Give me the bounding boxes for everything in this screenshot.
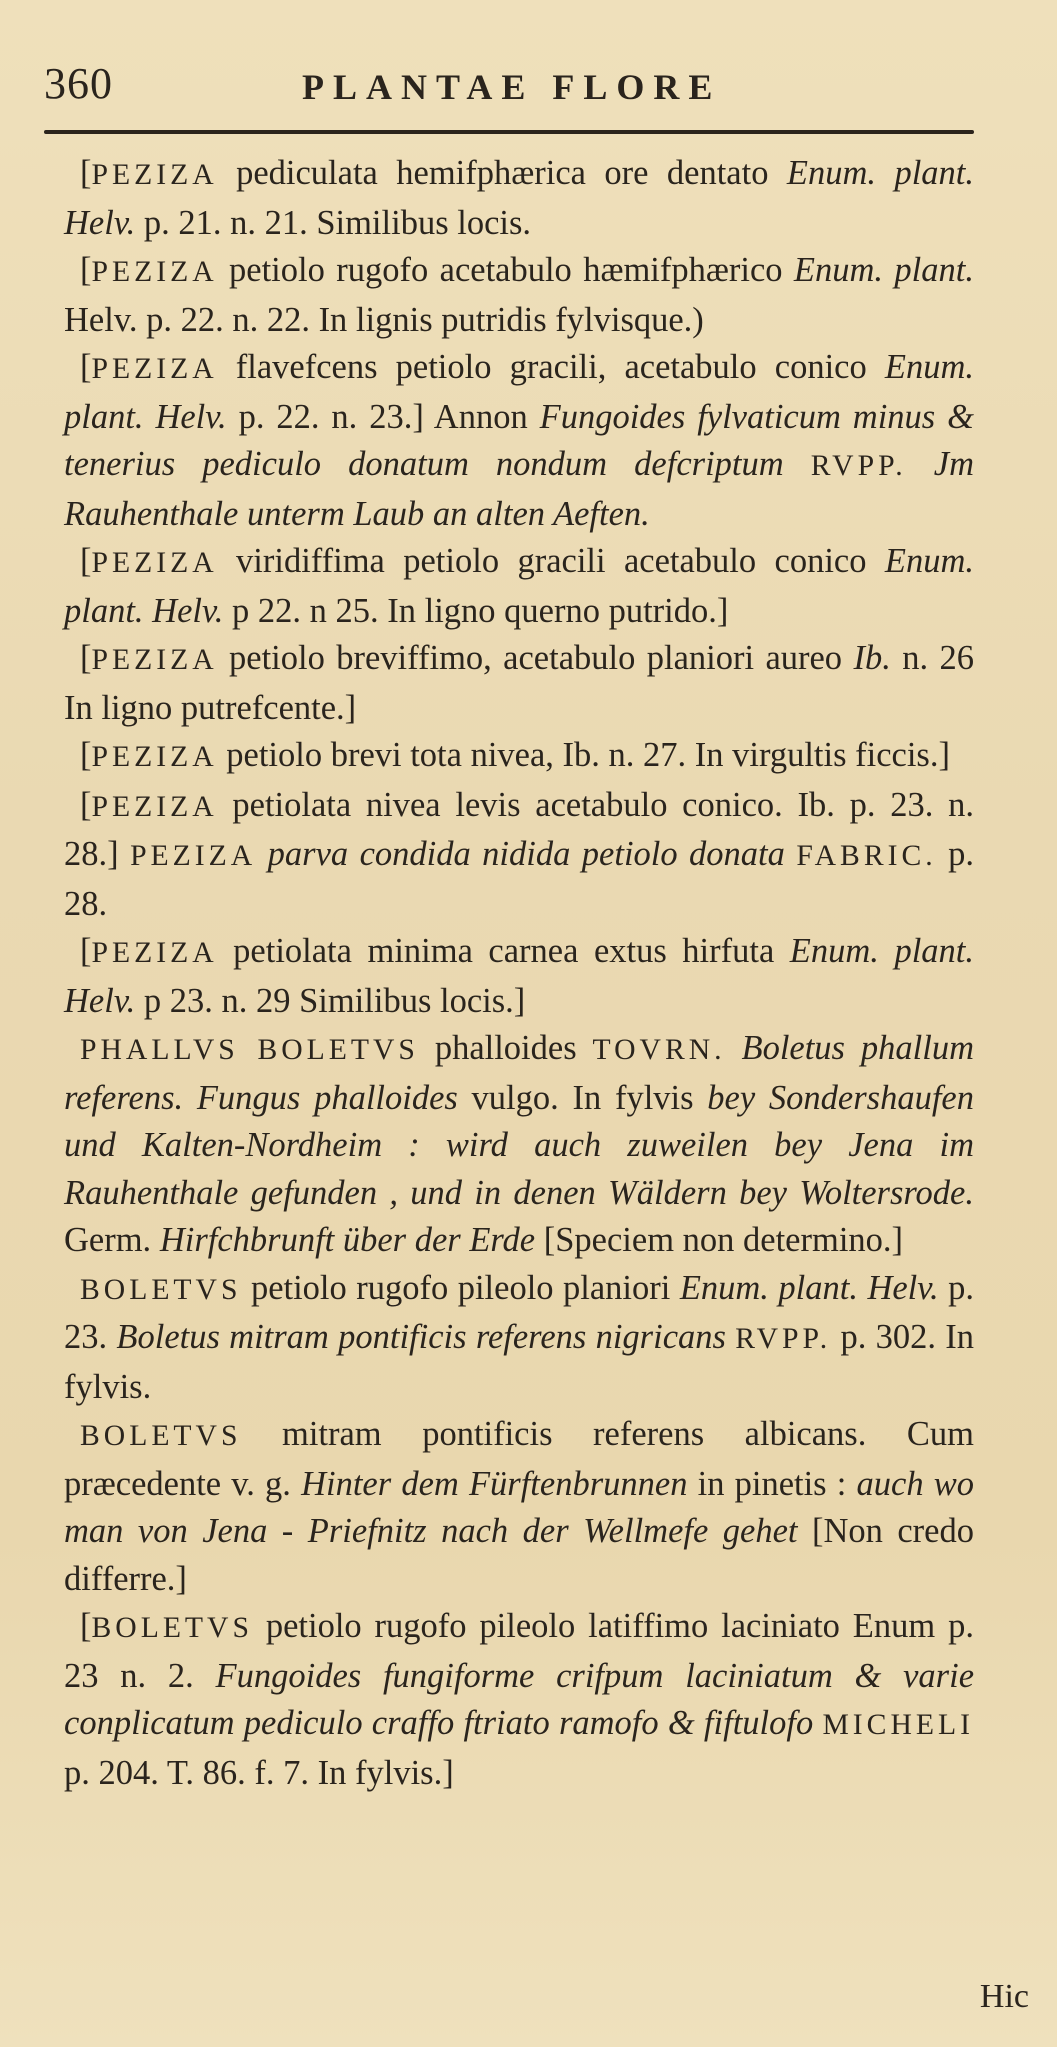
entry-paragraph <box>64 635 974 732</box>
small-caps-run: PEZIZA <box>91 256 218 288</box>
italic-run: Enum. plant. <box>793 251 974 289</box>
text-run: petiolo rugofo pileolo latiffimo laciniato Enum p. 23 n. 2. <box>64 1607 974 1695</box>
text-run: [ <box>80 542 92 580</box>
italic-run: Enum. plant. Helv. <box>64 154 974 242</box>
text-run <box>784 445 811 483</box>
entry-paragraph <box>64 928 974 1025</box>
small-caps-run: RVPP. <box>810 450 907 482</box>
small-caps-run: MICHELI <box>822 1709 974 1741</box>
small-caps-run: PEZIZA <box>91 159 218 191</box>
text-run: [ <box>80 736 92 774</box>
text-run: n. 26 In ligno putrefcente.] <box>64 639 975 727</box>
text-run <box>726 1029 742 1067</box>
italic-run: Boletus mitram pontificis referens nigricans <box>116 1318 726 1356</box>
running-title: PLANTAE FLORE <box>302 67 722 107</box>
entry-paragraph <box>64 150 974 247</box>
text-run: [Speciem non determino.] <box>535 1221 904 1259</box>
entry-paragraph <box>64 344 974 538</box>
small-caps-run: PEZIZA <box>91 937 218 969</box>
body-text <box>64 150 974 1797</box>
text-run: phalloides <box>418 1029 593 1067</box>
header-rule <box>44 130 974 134</box>
italic-run: Enum. plant. Helv. <box>679 1268 939 1307</box>
text-run: Helv. p. 22. n. 22. In lignis putridis fylvisque.) <box>64 300 704 339</box>
text-run: [ <box>80 251 92 289</box>
entry-paragraph <box>64 538 974 635</box>
small-caps-run: PEZIZA <box>91 741 218 773</box>
small-caps-run: PEZIZA <box>91 353 218 385</box>
small-caps-run: TOVRN. <box>592 1034 726 1066</box>
small-caps-run: BOLETVS <box>80 1273 242 1306</box>
text-run: viridiffima petiolo gracili acetabulo conico <box>217 542 885 580</box>
small-caps-run: RVPP. <box>735 1323 832 1355</box>
text-run <box>726 1318 735 1356</box>
catchword: Hic <box>979 1978 1029 2015</box>
italic-run: Ib. <box>853 639 891 677</box>
text-run: p. 23. <box>64 1268 975 1356</box>
text-run: petiolo brevi tota nivea, Ib. n. 27. In virgultis ficcis.] <box>217 736 950 774</box>
entry-paragraph <box>64 1411 974 1603</box>
text-run <box>907 445 934 483</box>
text-run: petiolo breviffimo, acetabulo planiori aureo <box>217 639 854 677</box>
text-run: p. 28. <box>64 835 975 923</box>
small-caps-run: PHALLVS BOLETVS <box>80 1034 419 1066</box>
page-header <box>44 58 984 118</box>
text-run: [Non credo differre.] <box>64 1512 974 1598</box>
entry-paragraph <box>64 1603 974 1797</box>
text-run: [ <box>80 348 92 386</box>
text-run: petiolo rugofo pileolo planiori <box>241 1268 680 1307</box>
small-caps-run: PEZIZA <box>91 644 218 676</box>
text-run: [ <box>80 932 92 970</box>
italic-run: bey Sondershaufen und Kalten-Nordheim : wird auch zuweilen bey Jena im Rauhenthale gefunden , und in denen Wäldern bey Woltersrode. <box>64 1078 974 1212</box>
italic-run: Fungoides fungiforme crifpum laciniatum & varie conplicatum pediculo craffo ftriato ramofo & fiftulofo <box>64 1656 975 1742</box>
page-number: 360 <box>44 59 113 108</box>
small-caps-run: BOLETVS <box>80 1420 242 1452</box>
text-run: mitram pontificis referens albicans. Cum præcedente v. g. <box>64 1415 974 1503</box>
text-run <box>785 835 796 873</box>
italic-run: Hirfchbrunft über der Erde <box>159 1221 536 1259</box>
entry-paragraph <box>64 1265 974 1412</box>
italic-run: Fungoides fylvaticum minus & tenerius pediculo donatum nondum defcriptum <box>64 397 974 483</box>
small-caps-run: PEZIZA <box>91 790 218 823</box>
italic-run: Hinter dem Fürftenbrunnen <box>301 1464 688 1503</box>
text-run: vulgo. In fylvis <box>457 1078 708 1117</box>
italic-run: Enum. plant. Helv. <box>64 932 974 1020</box>
italic-run: parva condida nidida petiolo donata <box>267 835 785 873</box>
text-run: in pinetis : <box>687 1464 857 1503</box>
text-run: [ <box>80 639 92 677</box>
italic-run: Enum. plant. Helv. <box>64 348 974 436</box>
entry-paragraph <box>64 247 974 344</box>
text-run: [ <box>80 1607 92 1645</box>
text-run: p. 22. n. 23.] Annon <box>226 397 540 436</box>
small-caps-run: BOLETVS <box>91 1612 253 1644</box>
entry-paragraph <box>64 1025 974 1265</box>
text-run: flavefcens petiolo gracili, acetabulo conico <box>217 348 885 386</box>
small-caps-run: PEZIZA <box>130 840 257 872</box>
entry-paragraph <box>64 782 974 929</box>
text-run: p. 302. In fylvis. <box>64 1318 974 1406</box>
entry-paragraph <box>64 732 974 782</box>
text-run: p. 21. n. 21. Similibus locis. <box>135 203 532 242</box>
italic-run: auch wo man von Jena - Priefnitz nach der Wellmefe gehet <box>64 1464 975 1550</box>
text-run <box>256 835 267 873</box>
text-run: p. 204. T. 86. f. 7. In fylvis.] <box>64 1753 454 1792</box>
small-caps-run: FABRIC. <box>796 840 937 872</box>
text-run: [ <box>80 154 92 192</box>
italic-run: Jm Rauhenthale unterm Laub an alten Aeften. <box>64 445 975 533</box>
text-run: petiolata minima carnea extus hirfuta <box>217 932 790 970</box>
text-run: p 23. n. 29 Similibus locis.] <box>135 981 526 1020</box>
text-run: Germ. <box>64 1221 160 1259</box>
text-run: p 22. n 25. In ligno querno putrido.] <box>223 591 729 630</box>
small-caps-run: PEZIZA <box>91 547 218 579</box>
text-run: [ <box>80 785 92 824</box>
text-run: petiolo rugofo acetabulo hæmifphærico <box>217 251 794 289</box>
text-run: pediculata hemifphærica ore dentato <box>217 154 787 192</box>
text-run: petiolata nivea levis acetabulo conico. Ib. p. 23. n. 28.] <box>64 785 974 873</box>
italic-run: Enum. plant. Helv. <box>64 542 974 630</box>
italic-run: Boletus phallum referens. Fungus phalloides <box>64 1029 974 1117</box>
